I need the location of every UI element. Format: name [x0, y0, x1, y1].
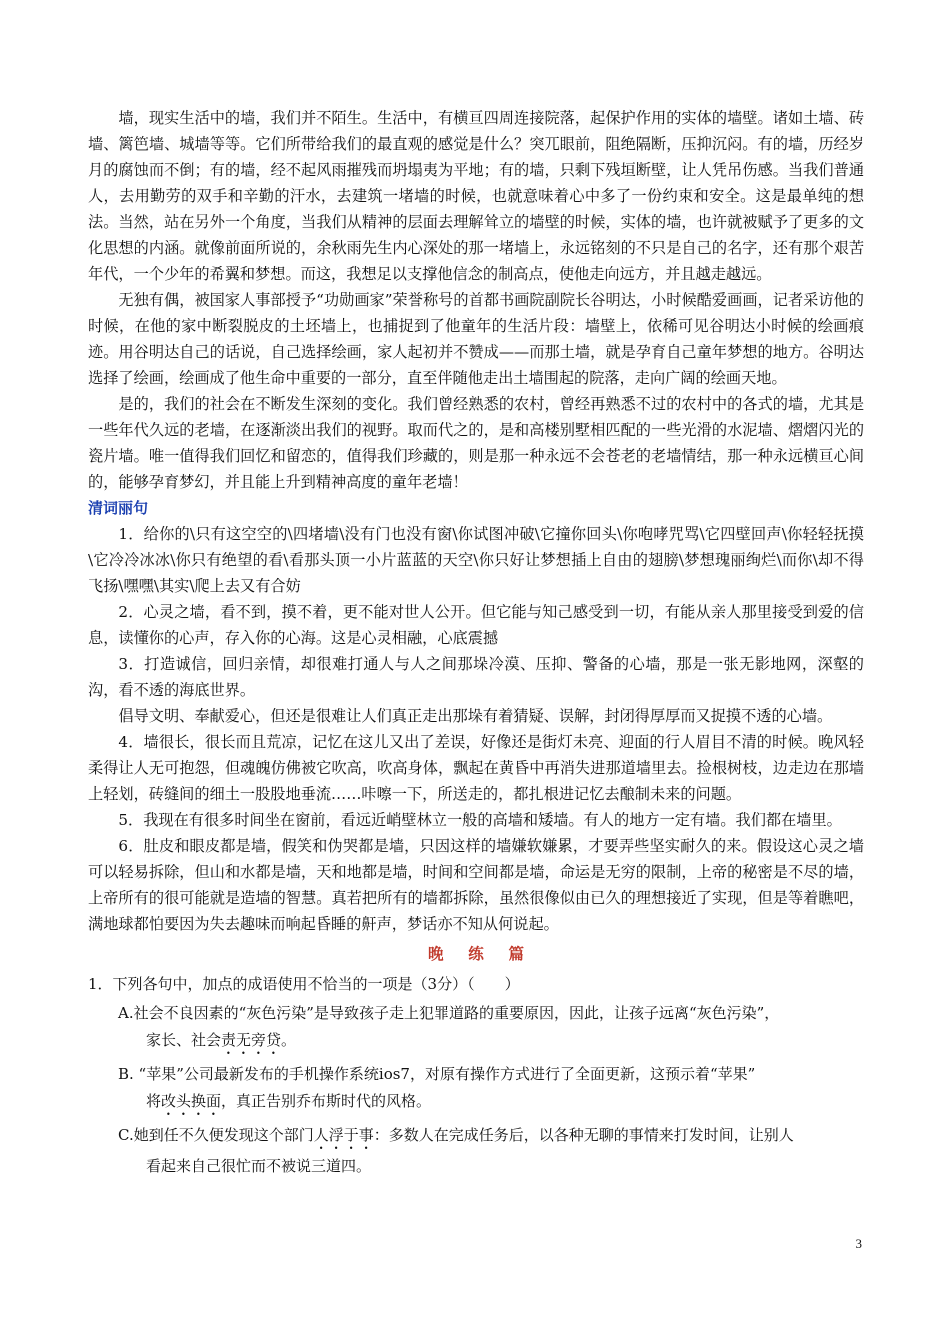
list-item: 5．我现在有很多时间坐在窗前，看远近峭壁林立一般的高墙和矮墙。有人的地方一定有墙。我们都在墙里。	[118, 811, 842, 829]
list-item: 倡导文明、奉献爱心，但还是很难让人们真正走出那垛有着猜疑、误解，封闭得厚厚而又捉摸不透的心墙。	[118, 707, 833, 725]
option-c-text-b: ：多数人在完成任务后，以各种无聊的事情来打发时间，让别人	[373, 1126, 794, 1144]
option-a-marked-idiom: 责无旁贷	[221, 1031, 282, 1049]
option-c	[88, 1122, 864, 1180]
option-b-post: ，真正告别乔布斯时代的风格。	[221, 1092, 432, 1110]
option-b-continuation	[118, 1088, 864, 1119]
option-a	[88, 1000, 864, 1058]
list-item: 3．打造诚信，回归亲情，却很难打通人与人之间那垛冷漠、压抑、警备的心墙，那是一张无影地网，深壑的沟，看不透的海底世界。	[88, 655, 864, 699]
option-c-marked-idiom: 人浮于事	[313, 1126, 374, 1144]
paragraph-3: 是的，我们的社会在不断发生深刻的变化。我们曾经熟悉的农村，曾经再熟悉不过的农村中的各式的墙，尤其是一些年代久远的老墙，在逐渐淡出我们的视野。取而代之的，是和高楼别墅相匹配的一些光滑的水泥墙、熠熠闪光的瓷片墙。唯一值得我们回忆和留恋的，值得我们珍藏的，则是那一种永远不会苍老的老墙情结，那一种永远横亘心间的，能够孕育梦幻，并且能上升到精神高度的童年老墙！	[88, 395, 864, 491]
option-b-marked-idiom: 改头换面	[161, 1092, 222, 1110]
question-stem: 1．下列各句中，加点的成语使用不恰当的一项是（3分）（ ）	[88, 975, 520, 993]
option-c-text: C.她到任不久便发现这个部门	[118, 1126, 314, 1144]
option-b	[88, 1061, 864, 1119]
paragraph-1: 墙，现实生活中的墙，我们并不陌生。生活中，有横亘四周连接院落，起保护作用的实体的墙壁。诸如土墙、砖墙、篱笆墙、城墙等等。它们所带给我们的最直观的感觉是什么？突兀眼前，阻绝隔断，压抑沉闷。有的墙，历经岁月的腐蚀而不倒；有的墙，经不起风雨摧残而坍塌夷为平地；有的墙，只剩下残垣断壁，让人凭吊伤感。当我们普通人，去用勤劳的双手和辛勤的汗水，去建筑一堵墙的时候，也就意味着心中多了一份约束和安全。这是最单纯的想法。当然，站在另外一个角度，当我们从精神的层面去理解耸立的墙壁的时候，实体的墙，也许就被赋予了更多的文化思想的内涵。就像前面所说的，余秋雨先生内心深处的那一堵墙上，永远铭刻的不只是自己的名字，还有那个艰苦年代，一个少年的希翼和梦想。而这，我想足以支撑他信念的制高点，使他走向远方，并且越走越远。	[88, 109, 864, 283]
paragraph-2: 无独有偶，被国家人事部授予“功勋画家”荣誉称号的首都书画院副院长谷明达，小时候酷爱画画，记者采访他的时候，在他的家中断裂脱皮的土坯墙上，也捕捉到了他童年的生活片段：墙壁上，依稀可见谷明达小时候的绘画痕迹。用谷明达自己的话说，自己选择绘画，家人起初并不赞成——而那土墙，就是孕育自己童年梦想的地方。谷明达选择了绘画，绘画成了他生命中重要的一部分，直至伴随他走出土墙围起的院落，走向广阔的绘画天地。	[88, 291, 864, 387]
page-number: 3	[855, 1236, 862, 1251]
section-title: 晚练篇	[427, 944, 549, 963]
option-b-text: B. “苹果”公司最新发布的手机操作系统ios7，对原有操作方式进行了全面更新，这预示着“苹果”	[118, 1065, 756, 1083]
option-c-continuation: 看起来自己很忙而不被说三道四。	[146, 1157, 372, 1175]
list-item: 6．肚皮和眼皮都是墙，假笑和伪哭都是墙，只因这样的墙嫌软嫌累，才要弄些坚实耐久的来。假设这心灵之墙可以轻易拆除，但山和水都是墙，天和地都是墙，时间和空间都是墙，命运是无穷的限制，上帝的秘密是不尽的墙，上帝所有的很可能就是造墙的智慧。真若把所有的墙都拆除，虽然很像似由已久的理想接近了实现，但是等着瞧吧，满地球都怕要因为失去趣味而响起昏睡的鼾声，梦话亦不知从何说起。	[88, 837, 864, 933]
document-page	[88, 105, 864, 1180]
option-a-continuation	[118, 1027, 864, 1058]
list-item: 2．心灵之墙，看不到，摸不着，更不能对世人公开。但它能与知己感受到一切，有能从亲人那里接受到爱的信息，读懂你的心声，存入你的心海。这是心灵相融，心底震撼	[88, 603, 864, 647]
section-heading: 清词丽句	[88, 499, 149, 517]
option-b-cont-text: 将	[146, 1092, 162, 1110]
option-a-cont-text: 家长、社会	[146, 1031, 222, 1049]
list-item: 4．墙很长，很长而且荒凉，记忆在这儿又出了差误，好像还是街灯未亮、迎面的行人眉目不清的时候。晚风轻柔得让人无可抱怨，但魂魄仿佛被它吹高，吹高身体，飘起在黄昏中再消失进那道墙里去。捡根树枝，边走边在那墙上轻划，砖缝间的细土一股股地垂流……咔嚓一下，所送走的，都扎根进记忆去酿制未来的问题。	[88, 733, 864, 803]
option-a-post: 。	[281, 1031, 297, 1049]
option-a-text: A.社会不良因素的“灰色污染”是导致孩子走上犯罪道路的重要原因，因此，让孩子远离“灰色污染”，	[118, 1004, 780, 1022]
list-item: 1．给你的\只有这空空的\四堵墙\没有门也没有窗\你试图冲破\它撞你回头\你咆哮咒骂\它四壁回声\你轻轻抚摸\它冷冷冰冰\你只有绝望的看\看那头顶一小片蓝蓝的天空\你只好让梦想插上自由的翅膀\梦想瑰丽绚烂\而你\却不得飞扬\嘿嘿\其实\爬上去又有合妨	[88, 525, 864, 595]
